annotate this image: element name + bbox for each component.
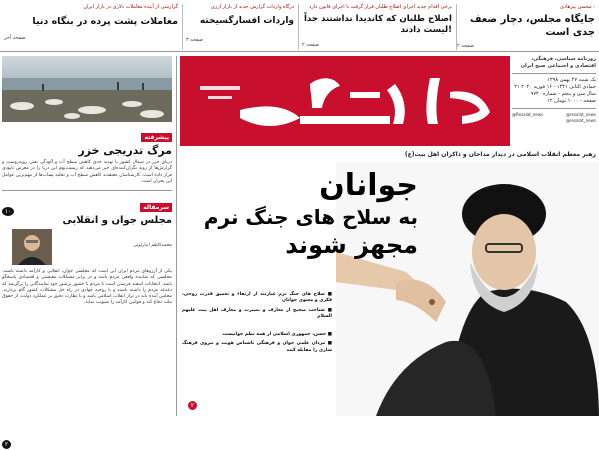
teaser-2[interactable]	[302, 4, 452, 48]
teaser-headline: جایگاه مجلس، دچار ضعف جدی است	[469, 14, 595, 38]
side-story-text: دریای خزر در شمال کشور با تهدید جدی کاهش سطح آب و آلودگی نفتی روبه‌روست و گزارش‌ها از روند نگران‌کننده‌ای خبر می‌دهند که زیست‌بوم این دریا را در معرض نابودی قرار داده است. کارشناسان معتقدند کاهش سطح آب و تخلیه پساب‌ها از مهم‌ترین عوامل این بحران است.	[2, 160, 172, 184]
lead-headline-line-3: مجهز شوند	[285, 231, 418, 259]
vertical-divider	[176, 56, 177, 416]
lead-kicker: رهبر معظم انقلاب اسلامی در دیدار مداحان و ذاکران اهل بیت(ع)	[404, 151, 596, 158]
date-line-2: ۲۱ جمادی الثانی ۱۴۴۱ - ۱۶ فوریه ۲۰۲۰	[514, 84, 596, 90]
masthead-logo	[180, 56, 510, 146]
lead-bullet: ■ مردان علمی جوان و فرهنگی ناشناس هویت و نیروی فرهنگ سازی را مقابله کنند	[182, 341, 332, 353]
teaser-headline: واردات افسارگسیخته	[199, 16, 294, 26]
teaser-3[interactable]	[186, 4, 294, 43]
lead-bullet: ■ سلاح های جنگ نرم عبارتند از ارتقاء و تعمیق قدرت روحی، فکری و معنوی جوانان	[182, 292, 332, 304]
top-teaser-strip	[0, 0, 599, 52]
teaser-sub: برخی اقدام جدید اجرای اصلاح طلبان قرار گرفت با اجرای قانون دارد	[309, 4, 452, 10]
beach-photo	[2, 56, 172, 122]
teaser-page: صفحه آخر	[4, 35, 26, 41]
author-portrait	[12, 229, 52, 265]
teaser-page: صفحه ۲	[302, 42, 319, 48]
lead-headline	[182, 168, 418, 260]
date-line-4: ۱۲ صفحه - ۱۰۰۰ تومان	[547, 98, 596, 104]
teaser-headline: اصلاح طلبان که کاندیدا نداشتند جداً لیست دادند!	[303, 14, 452, 35]
divider	[182, 4, 183, 50]
teaser-sub: درگاه واردات گزارش جدید از بازار ارزی	[210, 4, 294, 10]
teaser-1[interactable]	[457, 4, 595, 49]
date-line-3: سال سی و پنجم - شماره ۹۷۴۰	[530, 91, 596, 97]
teaser-page: صفحه ۲	[457, 43, 474, 49]
editorial-text: یکی از آرزوهای مردم ایران این است که مجلسی جوان، انقلابی و کارآمد داشته باشند. مجلسی که نماینده واقعی مردم باشد و در برابر مشکلات معیشتی و اقتصادی پاسخگو باشد. انتخابات اسفند فرصتی است تا مردم با حضور پرشور خود نمایندگانی را برگزینند که دغدغه مردم را داشته باشند و با روحیه جهادی در راه حل مشکلات کشور گام بردارند. مجلس آینده باید در تراز انقلاب اسلامی باشد و با نظارت دقیق بر عملکرد دولت، از حقوق ملت دفاع کند و قوانین کارآمد را تصویب نماید.	[2, 269, 172, 306]
resalat-logo-icon	[180, 56, 510, 146]
lead-headline-line-1: جوانان	[319, 168, 418, 203]
teaser-4[interactable]	[4, 4, 178, 41]
teaser-headline: معاملات پشت پرده در بنگاه دنیا	[32, 16, 178, 27]
teaser-page: صفحه ۳	[186, 37, 203, 43]
divider	[298, 4, 299, 50]
social-handle[interactable]: @resalat_news	[565, 118, 596, 123]
masthead-info	[512, 56, 596, 148]
side-story-tag: پیشرفته	[141, 133, 172, 142]
lead-headline-line-2: به سلاح های جنگ نرم	[203, 205, 418, 229]
social-handle[interactable]: @Resalat_news	[512, 112, 544, 117]
slogan: روزنامه سیاسی، فرهنگی، اقتصادی و اجتماعی صبح ایران	[520, 56, 596, 69]
lead-page[interactable]: ۲	[188, 401, 197, 410]
lead-bullet: ■ شناخت صحیح از معارف و بصیرت و معارف اهل بیت علیهم السلام	[182, 307, 332, 319]
editorial-headline: مجلس جوان و انقلابی	[62, 215, 172, 226]
teaser-sub: گزارشی از آینده معاملات دلاری در بازار ایران	[83, 4, 178, 10]
social-handle[interactable]: @resalat_news	[565, 112, 596, 117]
author-name: محمدکاظم انبارلویی	[133, 243, 172, 248]
column-divider	[2, 190, 172, 191]
date-line-1: یک شنبه ۲۷ بهمن ۱۳۹۸	[547, 77, 596, 83]
side-story-headline: مرگ تدریجی خزر	[78, 144, 172, 157]
lead-bullet: ■ حسن، جمهوری اسلامی از همه نظم جوانیست	[222, 332, 332, 338]
lead-bullets	[182, 292, 332, 354]
editorial-page: ۲	[2, 440, 11, 449]
side-story-page: ۱۰	[2, 207, 14, 216]
teaser-sub: محسن پیرهادی :	[559, 4, 595, 10]
editorial-tag: سرمقاله	[140, 203, 172, 212]
editorial[interactable]	[2, 194, 172, 448]
divider	[456, 4, 457, 50]
